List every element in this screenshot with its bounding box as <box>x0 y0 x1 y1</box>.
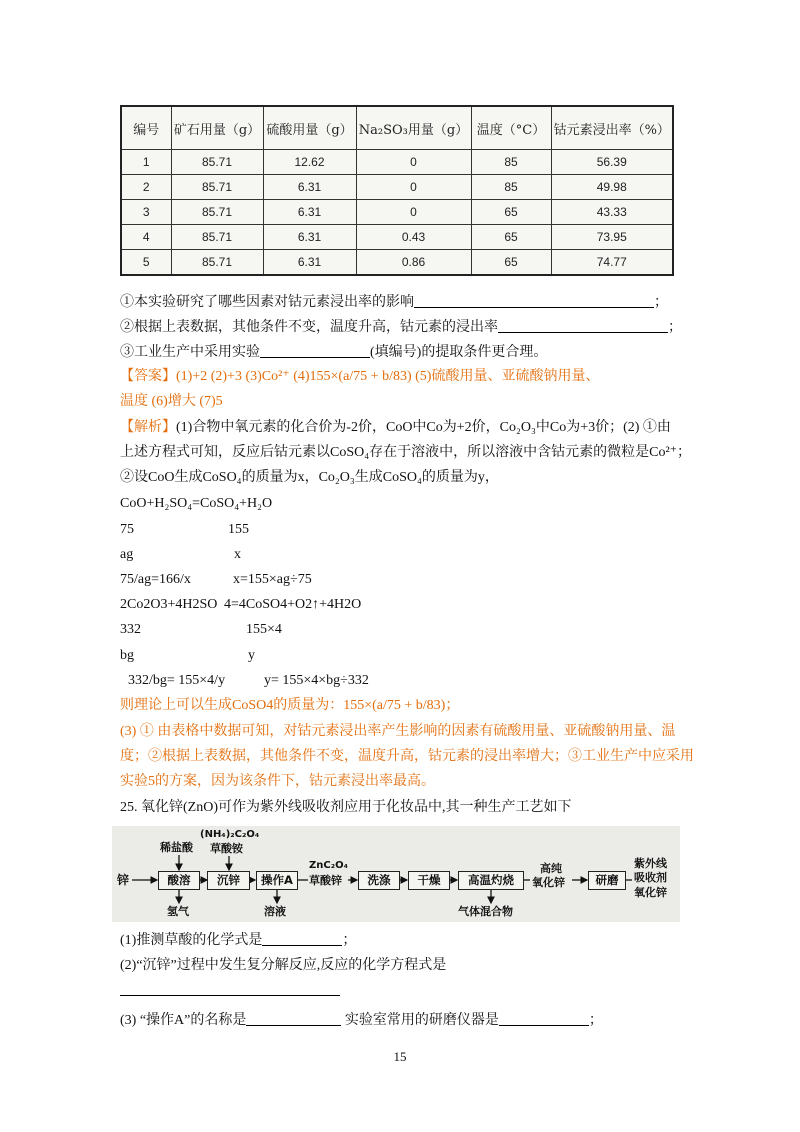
flow-step-dissolve: 酸溶 <box>158 871 200 890</box>
answer-line-2: 温度 (6)增大 (7)5 <box>120 394 223 409</box>
flow-high-purity-product: 氧化锌 <box>532 876 565 889</box>
table-cell: 85.71 <box>171 175 263 200</box>
q25-q1-end: ； <box>342 933 357 948</box>
table-cell: 74.77 <box>551 250 673 276</box>
flow-step-dry: 干燥 <box>408 871 450 890</box>
analysis-line-1 <box>120 419 671 437</box>
q24-q3-text: ③工业生产中采用实验 <box>120 345 260 360</box>
q24-q2-text: ②根据上表数据，其他条件不变，温度升高，钴元素的浸出率 <box>120 320 498 335</box>
analysis-line-3: ②设CoO生成CoSO₄的质量为x，Co₂O₃生成CoSO₄的质量为y， <box>120 470 499 485</box>
table-cell: 6.31 <box>263 200 356 225</box>
table-cell: 1 <box>121 150 171 175</box>
analysis-line-2: 上述方程式可知，反应后钴元素以CoSO₄存在于溶液中，所以溶液中含钴元素的微粒是Co²⁺； <box>120 445 692 460</box>
table-cell: 85.71 <box>171 250 263 276</box>
analysis-conclusion: 则理论上可以生成CoSO4的质量为：155×(a/75 + b/83)； <box>120 698 460 713</box>
answer-blank <box>246 1011 341 1026</box>
answer-blank <box>260 343 370 358</box>
table-cell: 0.86 <box>356 250 471 276</box>
table-row <box>121 200 673 225</box>
q25-question-1 <box>120 931 356 950</box>
table-cell: 49.98 <box>551 175 673 200</box>
eq1-var-left: ag <box>120 547 134 562</box>
table-cell: 65 <box>471 250 551 276</box>
table-cell: 85 <box>471 150 551 175</box>
eq2-left: 2Co2O3+4H2SO <box>120 597 218 612</box>
q25-q3-text: (3) “操作A”的名称是 <box>120 1013 247 1028</box>
table-cell: 0 <box>356 200 471 225</box>
table-cell: 5 <box>121 250 171 276</box>
flow-byproduct-hydrogen: 氢气 <box>167 905 189 918</box>
table-header-row <box>121 106 673 150</box>
eq1-mass-right: 155 <box>228 522 249 537</box>
q24-q2-end: ； <box>668 320 682 335</box>
page-number: 15 <box>393 1049 407 1064</box>
q24-q1-end: ； <box>654 295 668 310</box>
q25-q1-text: (1)推测草酸的化学式是 <box>120 933 263 948</box>
q25-q3-end: ； <box>588 1013 603 1028</box>
eq2-ratio: 332/bg= 155×4/y <box>128 673 226 688</box>
flow-intermediate-formula: ZnC₂O₄ <box>309 860 348 871</box>
header-leaching-rate: 钴元素浸出率（%） <box>551 106 673 150</box>
flow-step-operation-a: 操作A <box>256 871 298 890</box>
q25-question-3 <box>120 1011 603 1030</box>
table-cell: 0.43 <box>356 225 471 250</box>
answer-line-1 <box>120 368 599 386</box>
eq1-mass-left: 75 <box>120 522 134 537</box>
table-cell: 56.39 <box>551 150 673 175</box>
q25-question-2: (2)“沉锌”过程中发生复分解反应,反应的化学方程式是 <box>120 958 447 973</box>
q24-question-3 <box>120 343 547 362</box>
analysis-part3-line-2: 度；②根据上表数据，其他条件不变，温度升高，钴元素的浸出率增大；③工业生产中应采用 <box>120 749 694 764</box>
eq2-var-left: bg <box>120 648 134 663</box>
q24-q3-end: (填编号)的提取条件更合理。 <box>370 345 548 360</box>
flow-final-product-line-3: 氧化锌 <box>634 886 667 899</box>
header-number: 编号 <box>121 106 171 150</box>
answer-blank-line <box>120 995 340 996</box>
q25-q3-middle: 实验室常用的研磨仪器是 <box>341 1013 499 1028</box>
eq1-ratio: 75/ag=166/x <box>120 572 191 587</box>
table-cell: 2 <box>121 175 171 200</box>
flow-final-product-line-2: 吸收剂 <box>634 871 667 884</box>
eq1-solve: x=155×ag÷75 <box>233 572 312 587</box>
flow-reagent-hydrochloric-acid: 稀盐酸 <box>160 841 193 854</box>
flow-step-grind: 研磨 <box>588 871 626 890</box>
q25-title: 25. 氧化锌(ZnO)可作为紫外线吸收剂应用于化妆品中,其一种生产工艺如下 <box>120 800 572 815</box>
answer-label: 【答案】 <box>120 369 176 384</box>
equation-1: CoO+H₂SO₄=CoSO₄+H₂O <box>120 496 273 511</box>
flow-intermediate-name: 草酸锌 <box>309 874 342 887</box>
header-sodium-sulfite: Na₂SO₃用量（g） <box>356 106 471 150</box>
flow-step-wash: 洗涤 <box>358 871 400 890</box>
eq2-mass-left: 332 <box>120 622 141 637</box>
table-cell: 0 <box>356 175 471 200</box>
table-row <box>121 150 673 175</box>
table-cell: 6.31 <box>263 225 356 250</box>
analysis-part3-line-3: 实验5的方案，因为该条件下，钴元素浸出率最高。 <box>120 774 435 789</box>
flow-high-purity-label: 高纯 <box>540 862 562 875</box>
table-row <box>121 250 673 276</box>
analysis-text-1: (1)合物中氧元素的化合价为-2价，CoO中Co为+2价，Co₂O₃中Co为+3价；(2) ①由 <box>176 420 671 435</box>
table-row <box>121 175 673 200</box>
table-cell: 12.62 <box>263 150 356 175</box>
leaching-data-table <box>120 105 674 276</box>
header-ore-amount: 矿石用量（g） <box>171 106 263 150</box>
header-sulfuric-acid: 硫酸用量（g） <box>263 106 356 150</box>
table-cell: 43.33 <box>551 200 673 225</box>
eq2-var-right: y <box>248 648 255 663</box>
table-cell: 6.31 <box>263 250 356 276</box>
answer-blank <box>498 318 668 333</box>
flow-reagent-oxalate-formula: (NH₄)₂C₂O₄ <box>200 829 260 840</box>
table-cell: 65 <box>471 200 551 225</box>
table-cell: 85.71 <box>171 200 263 225</box>
table-cell: 3 <box>121 200 171 225</box>
eq1-var-right: x <box>234 547 241 562</box>
table-cell: 85.71 <box>171 225 263 250</box>
table-row <box>121 225 673 250</box>
header-temperature: 温度（°C） <box>471 106 551 150</box>
flow-byproduct-gas: 气体混合物 <box>458 905 513 918</box>
table-cell: 4 <box>121 225 171 250</box>
flow-start-zinc: 锌 <box>117 873 130 887</box>
analysis-label: 【解析】 <box>120 420 176 435</box>
answer-blank <box>414 293 654 308</box>
flow-step-calcine: 高温灼烧 <box>458 871 524 890</box>
eq2-solve: y= 155×4×bg÷332 <box>264 673 369 688</box>
table-cell: 85.71 <box>171 150 263 175</box>
eq2-mass-right: 155×4 <box>246 622 282 637</box>
q24-question-1 <box>120 293 668 312</box>
answer-blank <box>499 1011 589 1026</box>
flow-step-precipitate: 沉锌 <box>207 871 250 890</box>
answer-text-1: (1)+2 (2)+3 (3)Co²⁺ (4)155×(a/75 + b/83) (5)硫酸用量、亚硫酸钠用量、 <box>176 369 600 384</box>
table-cell: 73.95 <box>551 225 673 250</box>
analysis-part3-line-1: (3) ① 由表格中数据可知，对钴元素浸出率产生影响的因素有硫酸用量、亚硫酸钠用量、温 <box>120 724 676 739</box>
answer-blank <box>262 931 342 946</box>
table-cell: 0 <box>356 150 471 175</box>
flow-final-product-line-1: 紫外线 <box>634 857 667 870</box>
table-cell: 65 <box>471 225 551 250</box>
q24-question-2 <box>120 318 682 337</box>
eq2-right: 4=4CoSO4+O2↑+4H2O <box>224 597 362 612</box>
q24-q1-text: ①本实验研究了哪些因素对钴元素浸出率的影响 <box>120 295 414 310</box>
table-cell: 85 <box>471 175 551 200</box>
table-cell: 6.31 <box>263 175 356 200</box>
flow-reagent-oxalate-name: 草酸铵 <box>210 842 243 855</box>
flow-byproduct-solution: 溶液 <box>264 905 286 918</box>
